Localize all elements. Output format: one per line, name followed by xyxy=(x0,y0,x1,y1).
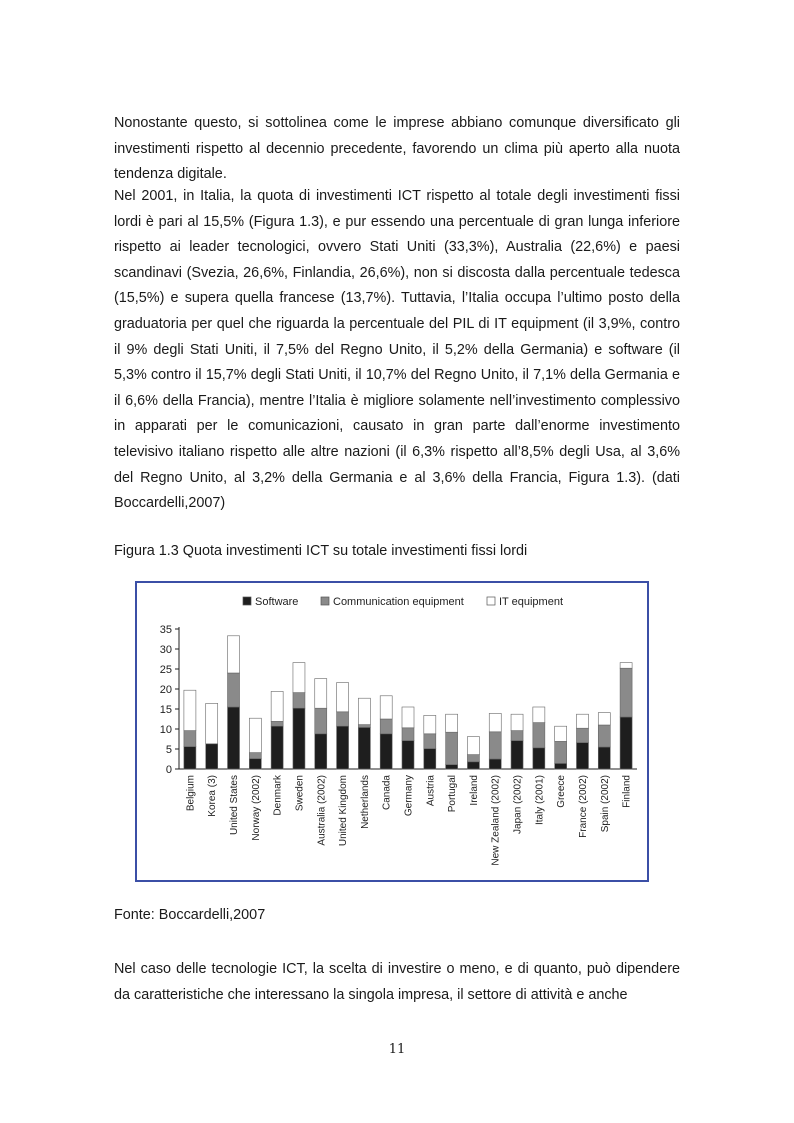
bar-korea-3-software xyxy=(206,744,218,769)
x-tick-label: Germany xyxy=(403,775,415,817)
bar-denmark-communication-equipment xyxy=(271,721,283,726)
x-tick-label: Netherlands xyxy=(359,775,371,829)
paragraph-ict-choice: Nel caso delle tecnologie ICT, la scelta di investire o meno, e di quanto, può dipendere da caratteristiche che interessano la singola impresa, il settore di attività e anche xyxy=(114,961,680,1003)
bar-ireland-it-equipment xyxy=(467,737,479,755)
bar-germany-it-equipment xyxy=(402,707,414,728)
x-tick-label: Greece xyxy=(556,775,568,808)
x-tick-label: United States xyxy=(229,775,241,836)
bar-greece-software xyxy=(555,763,567,769)
x-tick-label: Norway (2002) xyxy=(250,775,262,841)
bar-italy-2001-it-equipment xyxy=(533,707,545,723)
x-tick-label: Japan (2002) xyxy=(512,775,524,834)
bar-canada-communication-equipment xyxy=(380,719,392,734)
x-tick-label: Spain (2002) xyxy=(599,775,611,833)
x-tick-label: France (2002) xyxy=(577,775,589,838)
bar-united-states-it-equipment xyxy=(228,636,240,673)
x-tick-label: New Zealand (2002) xyxy=(490,775,502,866)
bar-belgium-it-equipment xyxy=(184,690,196,730)
figure-chart xyxy=(135,581,649,882)
legend-label-it-equipment: IT equipment xyxy=(499,596,564,608)
x-tick-label: Denmark xyxy=(272,775,284,816)
bar-canada-software xyxy=(380,734,392,769)
bar-ireland-software xyxy=(467,762,479,769)
x-tick-label: United Kingdom xyxy=(338,775,350,847)
bar-norway-2002-it-equipment xyxy=(249,718,261,752)
bar-united-states-communication-equipment xyxy=(228,673,240,707)
bar-portugal-communication-equipment xyxy=(446,732,458,764)
bar-finland-software xyxy=(620,717,632,769)
x-tick-label: Portugal xyxy=(447,775,459,813)
y-tick-label: 10 xyxy=(159,724,172,736)
bar-finland-it-equipment xyxy=(620,663,632,669)
x-tick-label: Belgium xyxy=(185,775,197,812)
bar-australia-2002-communication-equipment xyxy=(315,708,327,734)
bar-france-2002-communication-equipment xyxy=(576,728,588,742)
bar-spain-2002-software xyxy=(598,747,610,769)
legend-swatch-communication-equipment xyxy=(321,597,329,605)
x-tick-label: Finland xyxy=(621,775,633,808)
chart-legend xyxy=(243,596,563,608)
bar-denmark-software xyxy=(271,726,283,769)
chart-x-labels xyxy=(185,774,632,866)
bar-france-2002-it-equipment xyxy=(576,714,588,728)
bar-belgium-software xyxy=(184,747,196,769)
x-tick-label: Sweden xyxy=(294,775,306,812)
bar-korea-3-it-equipment xyxy=(206,703,218,743)
bar-united-kingdom-communication-equipment xyxy=(337,712,349,726)
x-tick-label: Austria xyxy=(425,775,437,807)
bar-sweden-communication-equipment xyxy=(293,693,305,709)
y-tick-label: 30 xyxy=(159,644,172,656)
bar-italy-2001-communication-equipment xyxy=(533,723,545,748)
y-tick-label: 20 xyxy=(159,684,172,696)
bar-australia-2002-software xyxy=(315,734,327,769)
x-tick-label: Italy (2001) xyxy=(534,775,546,826)
legend-swatch-it-equipment xyxy=(487,597,495,605)
bar-new-zealand-2002-it-equipment xyxy=(489,713,501,731)
x-tick-label: Ireland xyxy=(468,775,480,806)
bar-austria-communication-equipment xyxy=(424,734,436,749)
y-tick-label: 0 xyxy=(165,764,172,776)
bar-australia-2002-it-equipment xyxy=(315,679,327,709)
figure-caption: Figura 1.3 Quota investimenti ICT su totale investimenti fissi lordi xyxy=(114,543,528,559)
bar-netherlands-software xyxy=(358,727,370,769)
bar-denmark-it-equipment xyxy=(271,691,283,721)
paragraph-intro: Nonostante questo, si sottolinea come le imprese abbiano comunque diversificato gli investimenti rispetto al decennio precedente, favorendo un clima più aperto alla nuota tendenza digitale. xyxy=(114,115,680,183)
bar-austria-software xyxy=(424,749,436,769)
bar-austria-it-equipment xyxy=(424,715,436,733)
page-number: 11 xyxy=(388,1042,406,1057)
legend-swatch-software xyxy=(243,597,251,605)
x-tick-label: Australia (2002) xyxy=(316,775,328,846)
bar-greece-it-equipment xyxy=(555,726,567,741)
bar-greece-communication-equipment xyxy=(555,741,567,763)
x-tick-label: Canada xyxy=(381,775,393,811)
chart-bars xyxy=(184,636,632,769)
y-tick-label: 25 xyxy=(159,664,172,676)
bar-canada-it-equipment xyxy=(380,696,392,719)
bar-finland-communication-equipment xyxy=(620,668,632,717)
bar-italy-2001-software xyxy=(533,748,545,769)
bar-new-zealand-2002-communication-equipment xyxy=(489,732,501,759)
bar-belgium-communication-equipment xyxy=(184,731,196,747)
y-tick-label: 5 xyxy=(165,744,172,756)
legend-label-software: Software xyxy=(255,596,299,608)
stacked-bar-chart xyxy=(137,583,647,880)
y-tick-label: 35 xyxy=(159,624,172,636)
bar-germany-communication-equipment xyxy=(402,728,414,741)
bar-sweden-software xyxy=(293,708,305,769)
y-tick-label: 15 xyxy=(159,704,172,716)
bar-new-zealand-2002-software xyxy=(489,759,501,769)
bar-netherlands-communication-equipment xyxy=(358,725,370,728)
bar-spain-2002-it-equipment xyxy=(598,713,610,725)
bar-japan-2002-software xyxy=(511,741,523,769)
bar-portugal-it-equipment xyxy=(446,714,458,732)
bar-united-kingdom-it-equipment xyxy=(337,683,349,712)
bar-norway-2002-software xyxy=(249,759,261,769)
paragraph-ict-investment: Nel 2001, in Italia, la quota di investimenti ICT rispetto al totale degli investimenti fissi lordi è pari al 15,5% (Figura 1.3), e pur essendo una percentuale di gran lunga inferiore rispetto ai leader tecnologici, ovvero Stati Uniti (33,3%), Australia (22,6%) e paesi scandinavi (Svezia, 26,6%, Finlandia, 26,6%), non si discosta dalla percentuale tedesca (15,5%) e supera quella francese (13,7%). Tuttavia, l’Italia occupa l’ultimo posto della graduatoria per quel che riguarda la percentuale del PIL di IT equipment (il 3,9%, contro il 9% degli Stati Uniti, il 7,5% del Regno Unito, il 5,2% della Germania) e software (il 5,3% contro il 15,7% degli Stati Uniti, il 10,7% del Regno Unito, il 7,1% della Germania e il 6,6% della Francia), mentre l’Italia è migliore solamente nell’investimento complessivo in apparati per le comunicazioni, causato in gran parte dall’enorme investimento televisivo italiano rispetto alle altre nazioni (il 6,3% rispetto all’8,5% degli Usa, al 3,6% del Regno Unito, al 3,2% della Germania e al 3,6% della Francia, Figura 1.3). (dati Boccardelli,2007) xyxy=(114,188,680,512)
bar-portugal-software xyxy=(446,765,458,769)
bar-ireland-communication-equipment xyxy=(467,755,479,762)
x-tick-label: Korea (3) xyxy=(207,775,219,817)
legend-label-communication-equipment: Communication equipment xyxy=(333,596,464,608)
bar-france-2002-software xyxy=(576,743,588,769)
bar-germany-software xyxy=(402,741,414,769)
bar-japan-2002-communication-equipment xyxy=(511,731,523,741)
bar-united-kingdom-software xyxy=(337,726,349,769)
bar-sweden-it-equipment xyxy=(293,663,305,693)
bar-japan-2002-it-equipment xyxy=(511,714,523,730)
figure-source: Fonte: Boccardelli,2007 xyxy=(114,907,266,923)
bar-spain-2002-communication-equipment xyxy=(598,725,610,747)
bar-netherlands-it-equipment xyxy=(358,698,370,724)
bar-norway-2002-communication-equipment xyxy=(249,753,261,759)
bar-united-states-software xyxy=(228,707,240,769)
